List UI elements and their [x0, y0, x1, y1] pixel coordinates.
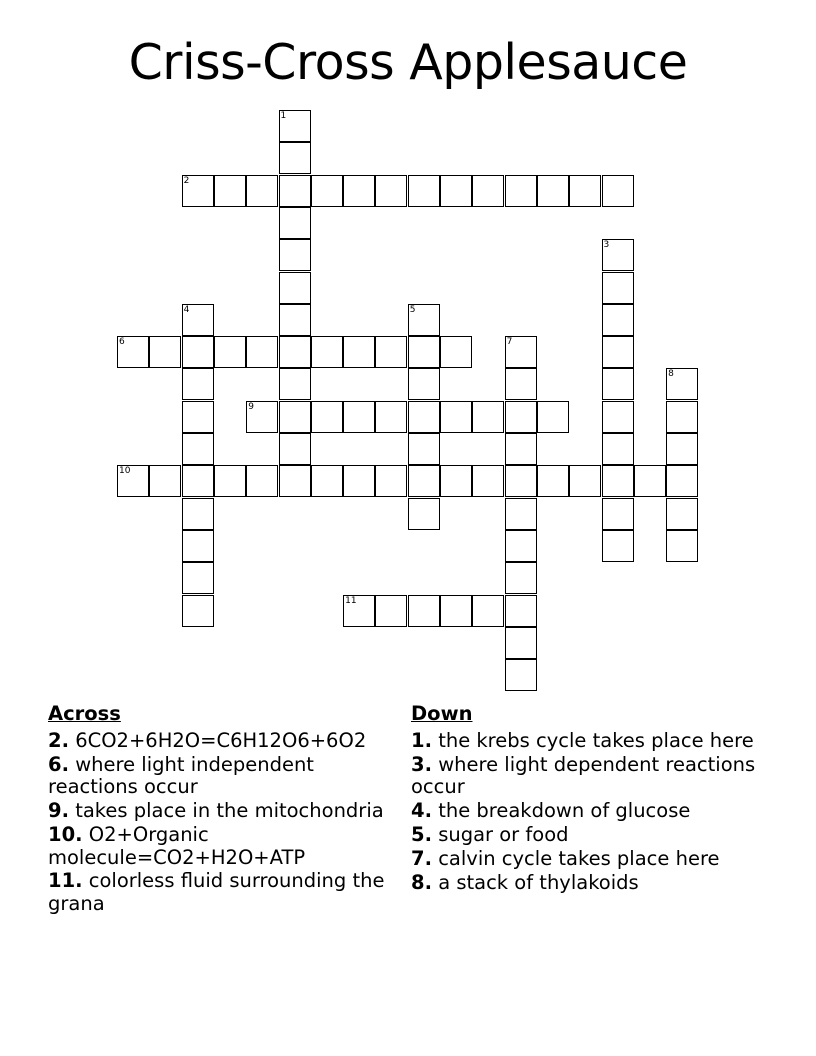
clue-down-5 [411, 824, 771, 847]
down-clues [411, 702, 771, 895]
clue-number: 6. [48, 752, 69, 776]
grid-cell[interactable] [505, 659, 537, 691]
across-clues [48, 702, 388, 917]
clue-text: O2+Organic molecule=CO2+H2O+ATP [48, 822, 306, 869]
clue-across-2 [48, 730, 388, 753]
grid-cell[interactable] [311, 401, 343, 433]
cell-number: 6 [119, 337, 125, 348]
grid-cell[interactable] [375, 465, 407, 497]
clue-number: 4. [411, 799, 432, 823]
clue-across-9 [48, 800, 388, 823]
clue-down-8 [411, 872, 771, 895]
grid-cell[interactable] [343, 336, 375, 368]
grid-cell[interactable] [569, 175, 601, 207]
grid-cell[interactable] [666, 530, 698, 562]
grid-cell[interactable] [602, 272, 634, 304]
grid-cell[interactable] [440, 401, 472, 433]
grid-cell[interactable] [505, 595, 537, 627]
clue-number: 10. [48, 822, 83, 846]
grid-cell[interactable] [214, 175, 246, 207]
grid-cell[interactable] [602, 498, 634, 530]
grid-cell[interactable] [666, 465, 698, 497]
clue-number: 11. [48, 869, 83, 893]
grid-cell[interactable] [602, 433, 634, 465]
grid-cell[interactable] [537, 175, 569, 207]
grid-cell[interactable] [440, 336, 472, 368]
clue-text: where light dependent reactions occur [411, 752, 756, 799]
grid-cell[interactable] [472, 465, 504, 497]
cell-number: 10 [119, 466, 131, 477]
grid-cell[interactable] [375, 336, 407, 368]
clue-number: 7. [411, 846, 432, 870]
grid-cell[interactable] [311, 175, 343, 207]
grid-cell[interactable] [375, 175, 407, 207]
grid-cell[interactable] [182, 368, 214, 400]
cell-number: 4 [183, 304, 190, 315]
grid-cell[interactable] [602, 175, 634, 207]
grid-cell[interactable] [182, 336, 214, 368]
grid-cell[interactable] [569, 465, 601, 497]
grid-cell[interactable] [505, 336, 537, 368]
clue-number: 1. [411, 729, 432, 752]
grid-cell[interactable] [246, 465, 278, 497]
grid-cell[interactable] [408, 304, 440, 336]
clue-across-10 [48, 824, 388, 869]
grid-cell[interactable] [634, 465, 666, 497]
grid-cell[interactable] [279, 465, 311, 497]
grid-cell[interactable] [505, 401, 537, 433]
clue-text: where light independent reactions occur [48, 752, 314, 799]
grid-cell[interactable] [182, 304, 214, 336]
clue-down-1 [411, 730, 771, 753]
clue-text: a stack of thylakoids [438, 870, 639, 894]
clue-number: 3. [411, 752, 432, 776]
clue-down-4 [411, 800, 771, 823]
clue-text: colorless fluid surrounding the grana [48, 869, 385, 915]
grid-cell[interactable] [505, 627, 537, 659]
grid-cell[interactable] [311, 336, 343, 368]
clue-number: 5. [411, 822, 432, 846]
grid-cell[interactable] [408, 465, 440, 497]
grid-cell[interactable] [279, 304, 311, 336]
grid-cell[interactable] [505, 175, 537, 207]
grid-cell[interactable] [375, 401, 407, 433]
grid-cell[interactable] [279, 433, 311, 465]
clue-number: 8. [411, 870, 432, 894]
grid-cell[interactable] [505, 498, 537, 530]
grid-cell[interactable] [602, 368, 634, 400]
cell-number: 7 [506, 337, 513, 348]
grid-cell[interactable] [602, 304, 634, 336]
clue-down-3 [411, 754, 771, 799]
grid-cell[interactable] [602, 336, 634, 368]
grid-cell[interactable] [117, 336, 149, 368]
grid-cell[interactable] [311, 465, 343, 497]
grid-cell[interactable] [505, 433, 537, 465]
grid-cell[interactable] [343, 401, 375, 433]
grid-cell[interactable] [182, 562, 214, 594]
clue-text: takes place in the mitochondria [75, 799, 384, 823]
clue-text: the breakdown of glucose [438, 799, 691, 823]
grid-cell[interactable] [505, 530, 537, 562]
grid-cell[interactable] [408, 595, 440, 627]
grid-cell[interactable] [149, 465, 181, 497]
grid-cell[interactable] [246, 401, 278, 433]
grid-cell[interactable] [182, 401, 214, 433]
cell-number: 3 [603, 240, 610, 251]
grid-cell[interactable] [279, 401, 311, 433]
cell-number: 9 [248, 401, 254, 412]
clue-across-11 [48, 870, 388, 915]
grid-cell[interactable] [279, 368, 311, 400]
grid-cell[interactable] [182, 465, 214, 497]
grid-cell[interactable] [182, 595, 214, 627]
grid-cell[interactable] [602, 530, 634, 562]
grid-cell[interactable] [602, 239, 634, 271]
grid-cell[interactable] [279, 336, 311, 368]
grid-cell[interactable] [246, 336, 278, 368]
grid-cell[interactable] [602, 465, 634, 497]
grid-cell[interactable] [182, 433, 214, 465]
cell-number: 1 [280, 111, 287, 121]
clue-text: 6CO2+6H2O=C6H12O6+6O2 [75, 729, 367, 752]
grid-cell[interactable] [214, 465, 246, 497]
clue-down-7 [411, 848, 771, 871]
clue-text: calvin cycle takes place here [438, 846, 720, 870]
clue-number: 2. [48, 729, 69, 752]
across-heading: Across [48, 702, 121, 725]
grid-cell[interactable] [408, 433, 440, 465]
grid-cell[interactable] [279, 142, 311, 174]
grid-cell[interactable] [149, 336, 181, 368]
grid-cell[interactable] [408, 498, 440, 530]
grid-cell[interactable] [117, 465, 149, 497]
cell-number: 11 [345, 595, 357, 606]
clue-across-6 [48, 754, 388, 799]
grid-cell[interactable] [214, 336, 246, 368]
grid-cell[interactable] [440, 175, 472, 207]
grid-cell[interactable] [408, 175, 440, 207]
grid-cell[interactable] [472, 401, 504, 433]
grid-cell[interactable] [343, 595, 375, 627]
grid-cell[interactable] [375, 595, 407, 627]
grid-cell[interactable] [666, 498, 698, 530]
grid-cell[interactable] [279, 175, 311, 207]
grid-cell[interactable] [505, 465, 537, 497]
grid-cell[interactable] [666, 433, 698, 465]
grid-cell[interactable] [537, 401, 569, 433]
down-heading: Down [411, 702, 473, 725]
grid-cell[interactable] [182, 530, 214, 562]
grid-cell[interactable] [246, 175, 278, 207]
grid-cell[interactable] [279, 239, 311, 271]
page-title: Criss-Cross Applesauce [128, 34, 688, 91]
grid-cell[interactable] [279, 272, 311, 304]
clue-text: the krebs cycle takes place here [438, 729, 754, 752]
grid-cell[interactable] [182, 175, 214, 207]
grid-cell[interactable] [505, 562, 537, 594]
grid-cell[interactable] [343, 175, 375, 207]
clue-text: sugar or food [438, 822, 569, 846]
grid-cell[interactable] [182, 498, 214, 530]
grid-cell[interactable] [505, 368, 537, 400]
grid-cell[interactable] [472, 595, 504, 627]
clue-number: 9. [48, 799, 69, 823]
grid-cell[interactable] [408, 368, 440, 400]
grid-cell[interactable] [602, 401, 634, 433]
grid-cell[interactable] [440, 465, 472, 497]
grid-cell[interactable] [279, 110, 311, 142]
grid-cell[interactable] [666, 401, 698, 433]
cell-number: 5 [409, 304, 416, 315]
grid-cell[interactable] [408, 336, 440, 368]
grid-cell[interactable] [472, 175, 504, 207]
grid-cell[interactable] [666, 368, 698, 400]
grid-cell[interactable] [343, 465, 375, 497]
grid-cell[interactable] [279, 207, 311, 239]
cell-number: 2 [183, 175, 190, 186]
cell-number: 8 [668, 369, 674, 380]
grid-cell[interactable] [537, 465, 569, 497]
grid-cell[interactable] [440, 595, 472, 627]
grid-cell[interactable] [408, 401, 440, 433]
